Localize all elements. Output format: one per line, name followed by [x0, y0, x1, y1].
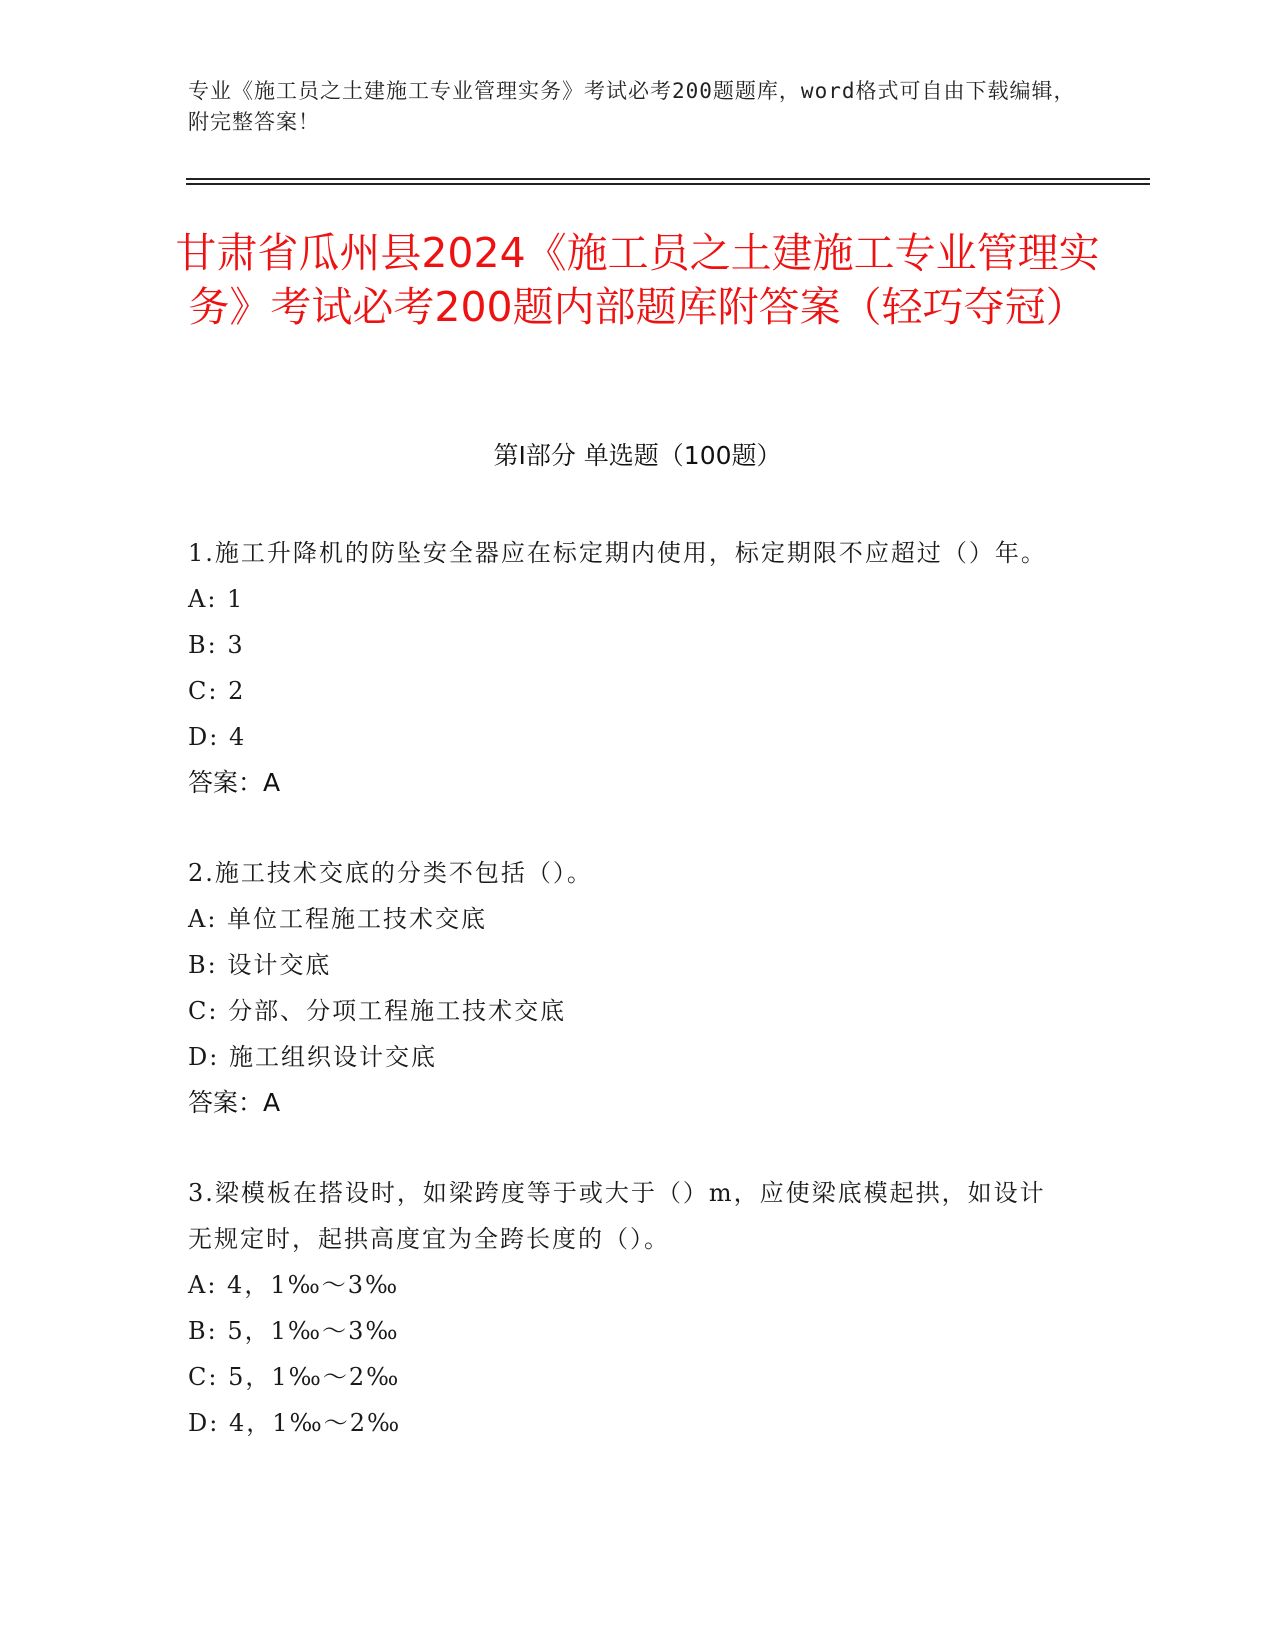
answer-label: 答案：A: [188, 768, 281, 797]
option-d: D: 4: [188, 723, 247, 751]
document-title: 甘肃省瓜州县2024《施工员之土建施工专业管理实务》考试必考200题内部题库附答案（轻巧夺冠）: [175, 229, 1100, 331]
option-c: C: 分部、分项工程施工技术交底: [188, 997, 567, 1025]
question-stem: 2.施工技术交底的分类不包括（）。: [188, 859, 593, 887]
option-d: D: 施工组织设计交底: [188, 1043, 437, 1071]
answer-label: 答案：A: [188, 1088, 281, 1117]
question-2: [188, 850, 1068, 1126]
header-note: 专业《施工员之土建施工专业管理实务》考试必考200题题库，word格式可自由下载编辑，附完整答案！: [188, 79, 1076, 134]
question-1: [188, 530, 1068, 806]
option-c: C: 2: [188, 677, 246, 705]
question-stem: 1.施工升降机的防坠安全器应在标定期内使用，标定期限不应超过（）年。: [188, 539, 1047, 567]
header-rule-top: [186, 178, 1150, 180]
header-rule-bottom: [186, 183, 1150, 185]
option-c: C: 5，1‰～2‰: [188, 1363, 401, 1391]
section-title: 第I部分 单选题（100题）: [493, 441, 782, 470]
option-a: A: 4，1‰～3‰: [188, 1271, 400, 1299]
question-stem: 3.梁模板在搭设时，如梁跨度等于或大于（）m，应使梁底模起拱，如设计无规定时，起拱高度宜为全跨长度的（）。: [188, 1179, 1046, 1253]
question-3: [188, 1170, 1068, 1446]
option-a: A: 单位工程施工技术交底: [188, 905, 488, 933]
option-b: B: 5，1‰～3‰: [188, 1317, 400, 1345]
question-list: [188, 530, 1068, 1490]
option-b: B: 设计交底: [188, 951, 332, 979]
option-a: A: 1: [188, 585, 245, 613]
option-d: D: 4，1‰～2‰: [188, 1409, 402, 1437]
option-b: B: 3: [188, 631, 245, 659]
